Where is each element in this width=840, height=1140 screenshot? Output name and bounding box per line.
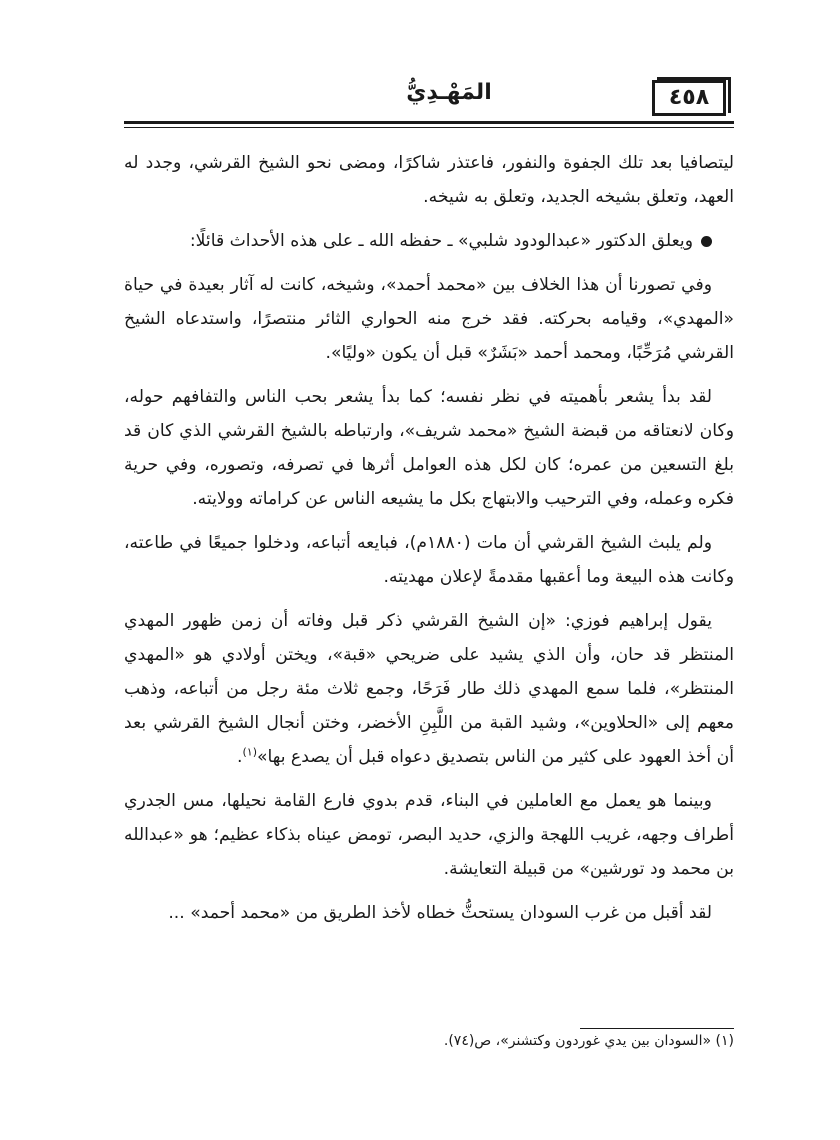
body-text xyxy=(124,146,734,940)
paragraph-2-text: ويعلق الدكتور «عبدالودود شلبي» ـ حفظه الله ـ على هذه الأحداث قائلًا: xyxy=(189,231,693,251)
paragraph-2 xyxy=(124,224,734,258)
paragraph-4: لقد بدأ يشعر بأهميته في نظر نفسه؛ كما بدأ يشعر بحب الناس والتفافهم حوله، وكان لانعتاقه من قبضة الشيخ «محمد شريف»، وارتباطه بالشيخ القرشي الذي كان قد بلغ التسعين من عمره؛ كان لكل هذه العوامل أثرها في تصرفه، وتصوره، وفي حرية فكره وعمله، وفي الترحيب والابتهاج بكل ما يشيعه الناس عن كراماته وولايته. xyxy=(124,387,734,509)
paragraph-6 xyxy=(124,604,734,774)
footnote-reference[interactable]: (١) xyxy=(242,745,258,759)
header-rule-thin xyxy=(124,127,734,128)
paragraph-5: ولم يلبث الشيخ القرشي أن مات (١٨٨٠م)، فبايعه أتباعه، ودخلوا جميعًا في طاعته، وكانت هذه البيعة وما أعقبها مقدمةً لإعلان مهديته. xyxy=(124,533,734,587)
header-rule-thick xyxy=(124,121,734,124)
paragraph-6-end: . xyxy=(237,747,243,767)
paragraph-8: لقد أقبل من غرب السودان يستحثُّ خطاه لأخذ الطريق من «محمد أحمد» ... xyxy=(168,903,712,923)
paragraph-7: وبينما هو يعمل مع العاملين في البناء، قدم بدوي فارع القامة نحيلها، مس الجدري أطراف وجهه، غريب اللهجة والزي، حديد البصر، تومض عيناه بذكاء عظيم؛ هو «عبدالله بن محمد ود تورشين» من قبيلة التعايشة. xyxy=(124,791,734,879)
page-number: ٤٥٨ xyxy=(652,80,726,116)
paragraph-6-text: يقول إبراهيم فوزي: «إن الشيخ القرشي ذكر قبل وفاته أن زمن ظهور المهدي المنتظر قد حان، وأن الذي يشيد على ضريحي «قبة»، ويختن أولادي هو «المهدي المنتظر»، فلما سمع المهدي ذلك طار فَرَحًا، وجمع ثلاث مئة رجل من أتباعه، وذهب معهم إلى «الحلاوين»، وشيد القبة من اللَّبِنِ الأخضر، وختن أنجال الشيخ القرشي بعد أن أخذ العهود على كثير من الناس بتصديق دعواه قبل أن يصدع بها» xyxy=(124,611,734,767)
bullet-icon xyxy=(701,236,712,247)
footnote-separator xyxy=(580,1028,734,1029)
paragraph-3: وفي تصورنا أن هذا الخلاف بين «محمد أحمد»، وشيخه، كانت له آثار بعيدة في حياة «المهدي»، وقيامه بحركته. فقد خرج منه الحواري الثائر منتصرًا، واستدعاه الشيخ القرشي مُرَحِّبًا، ومحمد أحمد «بَشَرٌ» قبل أن يكون «وليًا». xyxy=(124,275,734,363)
page-header xyxy=(124,74,734,124)
footnote: (١) «السودان بين يدي غوردون وكتشنر»، ص(٧٤). xyxy=(443,1033,734,1049)
running-title: المَهْـدِيُّ xyxy=(406,80,492,105)
paragraph-1: ليتصافيا بعد تلك الجفوة والنفور، فاعتذر شاكرًا، ومضى نحو الشيخ القرشي، وجدد له العهد، وتعلق بشيخه الجديد، وتعلق به شيخه. xyxy=(124,153,734,207)
